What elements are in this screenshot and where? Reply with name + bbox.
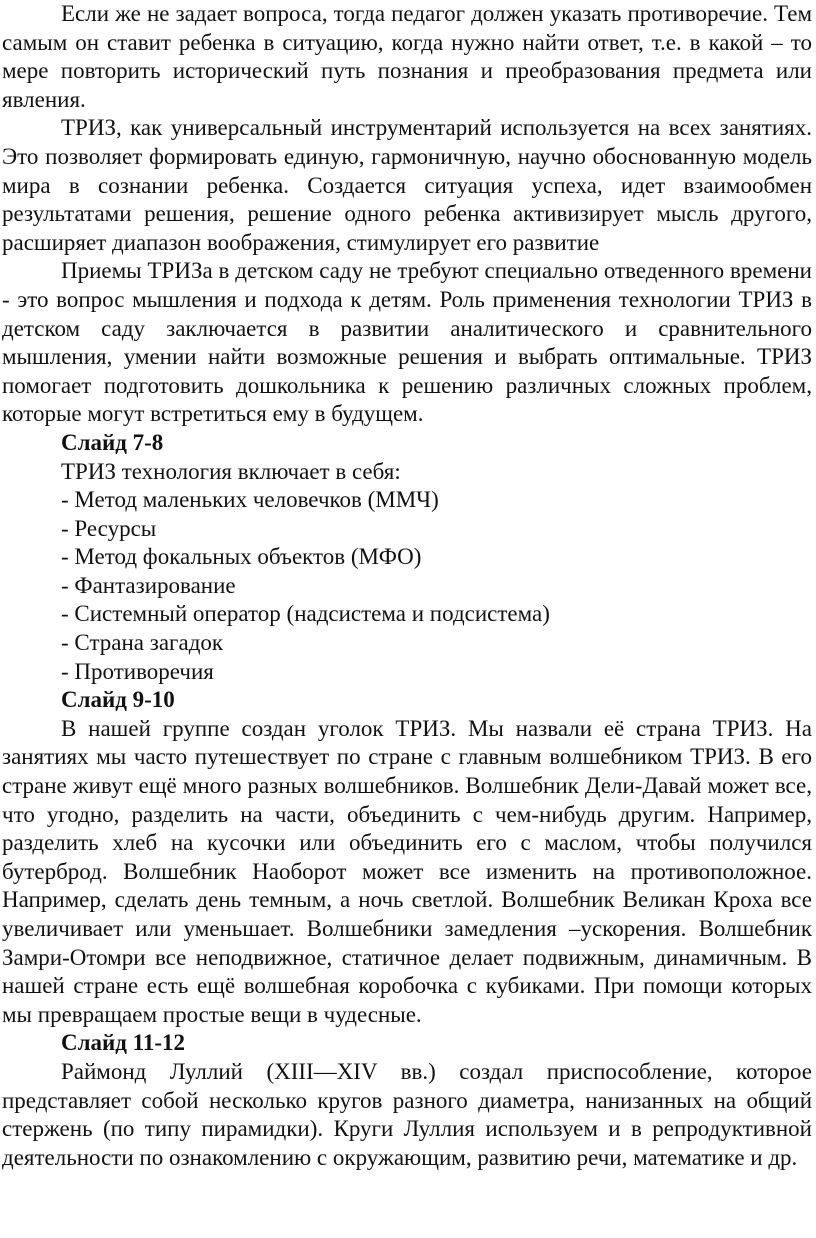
- list-item: - Ресурсы: [61, 515, 157, 541]
- list-item: - Фантазирование: [61, 572, 236, 598]
- list-item: - Метод маленьких человечков (ММЧ): [61, 487, 439, 513]
- list-item: - Страна загадок: [61, 630, 224, 656]
- paragraph-lullius-circles: Раймонд Луллий (XIII—XIV вв.) создал приспособление, которое представляет собой несколько кругов разного диаметра, нанизанных на общий стержень (по типу пирамидки). Круги Луллия используем и в репродуктивной деятельности по ознакомлению с окружающим, развитию речи, математике и др.: [2, 1058, 812, 1170]
- list-item: - Метод фокальных объектов (МФО): [61, 544, 422, 570]
- paragraph-triz-kindergarten: Приемы ТРИЗа в детском саду не требуют специально отведенного времени - это вопрос мышления и подхода к детям. Роль применения технологии ТРИЗ в детском саду заключается в развитии аналитического и сравнительного мышления, умении найти возможные решения и выбрать оптимальные. ТРИЗ помогает подготовить дошкольника к решению различных сложных проблем, которые могут встретиться ему в будущем.: [2, 258, 812, 427]
- list-intro: ТРИЗ технология включает в себя:: [61, 458, 401, 484]
- heading-slide-9-10: Слайд 9-10: [61, 687, 175, 713]
- heading-slide-7-8: Слайд 7-8: [61, 429, 164, 455]
- list-item: - Системный оператор (надсистема и подсистема): [61, 601, 550, 627]
- heading-slide-11-12: Слайд 11-12: [61, 1030, 186, 1056]
- paragraph-triz-corner: В нашей группе создан уголок ТРИЗ. Мы назвали её страна ТРИЗ. На занятиях мы часто путешествует по стране с главным волшебником ТРИЗ. В его стране живут ещё много разных волшебников. Волшебник Дели-Давай может все, что угодно, разделить на части, объединить с чем-нибудь другим. Например, разделить хлеб на кусочки или объединить его с маслом, чтобы получился бутерброд. Волшебник Наоборот может все изменить на противоположное. Например, сделать день темным, а ночь светлой. Волшебник Великан Кроха все увеличивает или уменьшает. Волшебники замедления –ускорения. Волшебник Замри-Отомри все неподвижное, статичное делает подвижным, динамичным. В нашей стране есть ещё волшебная коробочка с кубиками. При помощи которых мы превращаем простые вещи в чудесные.: [2, 715, 812, 1027]
- document-page: [2, 0, 812, 1172]
- list-item: - Противоречия: [61, 658, 214, 684]
- paragraph-contradiction: Если же не задает вопроса, тогда педагог должен указать противоречие. Тем самым он ставит ребенка в ситуацию, когда нужно найти ответ, т.е. в какой – то мере повторить исторический путь познания и преобразования предмета или явления.: [2, 1, 812, 112]
- paragraph-triz-universal: ТРИЗ, как универсальный инструментарий используется на всех занятиях. Это позволяет формировать единую, гармоничную, научно обоснованную модель мира в сознании ребенка. Создается ситуация успеха, идет взаимообмен результатами решения, решение одного ребенка активизирует мысль другого, расширяет диапазон воображения, стимулирует его развитие: [2, 115, 812, 255]
